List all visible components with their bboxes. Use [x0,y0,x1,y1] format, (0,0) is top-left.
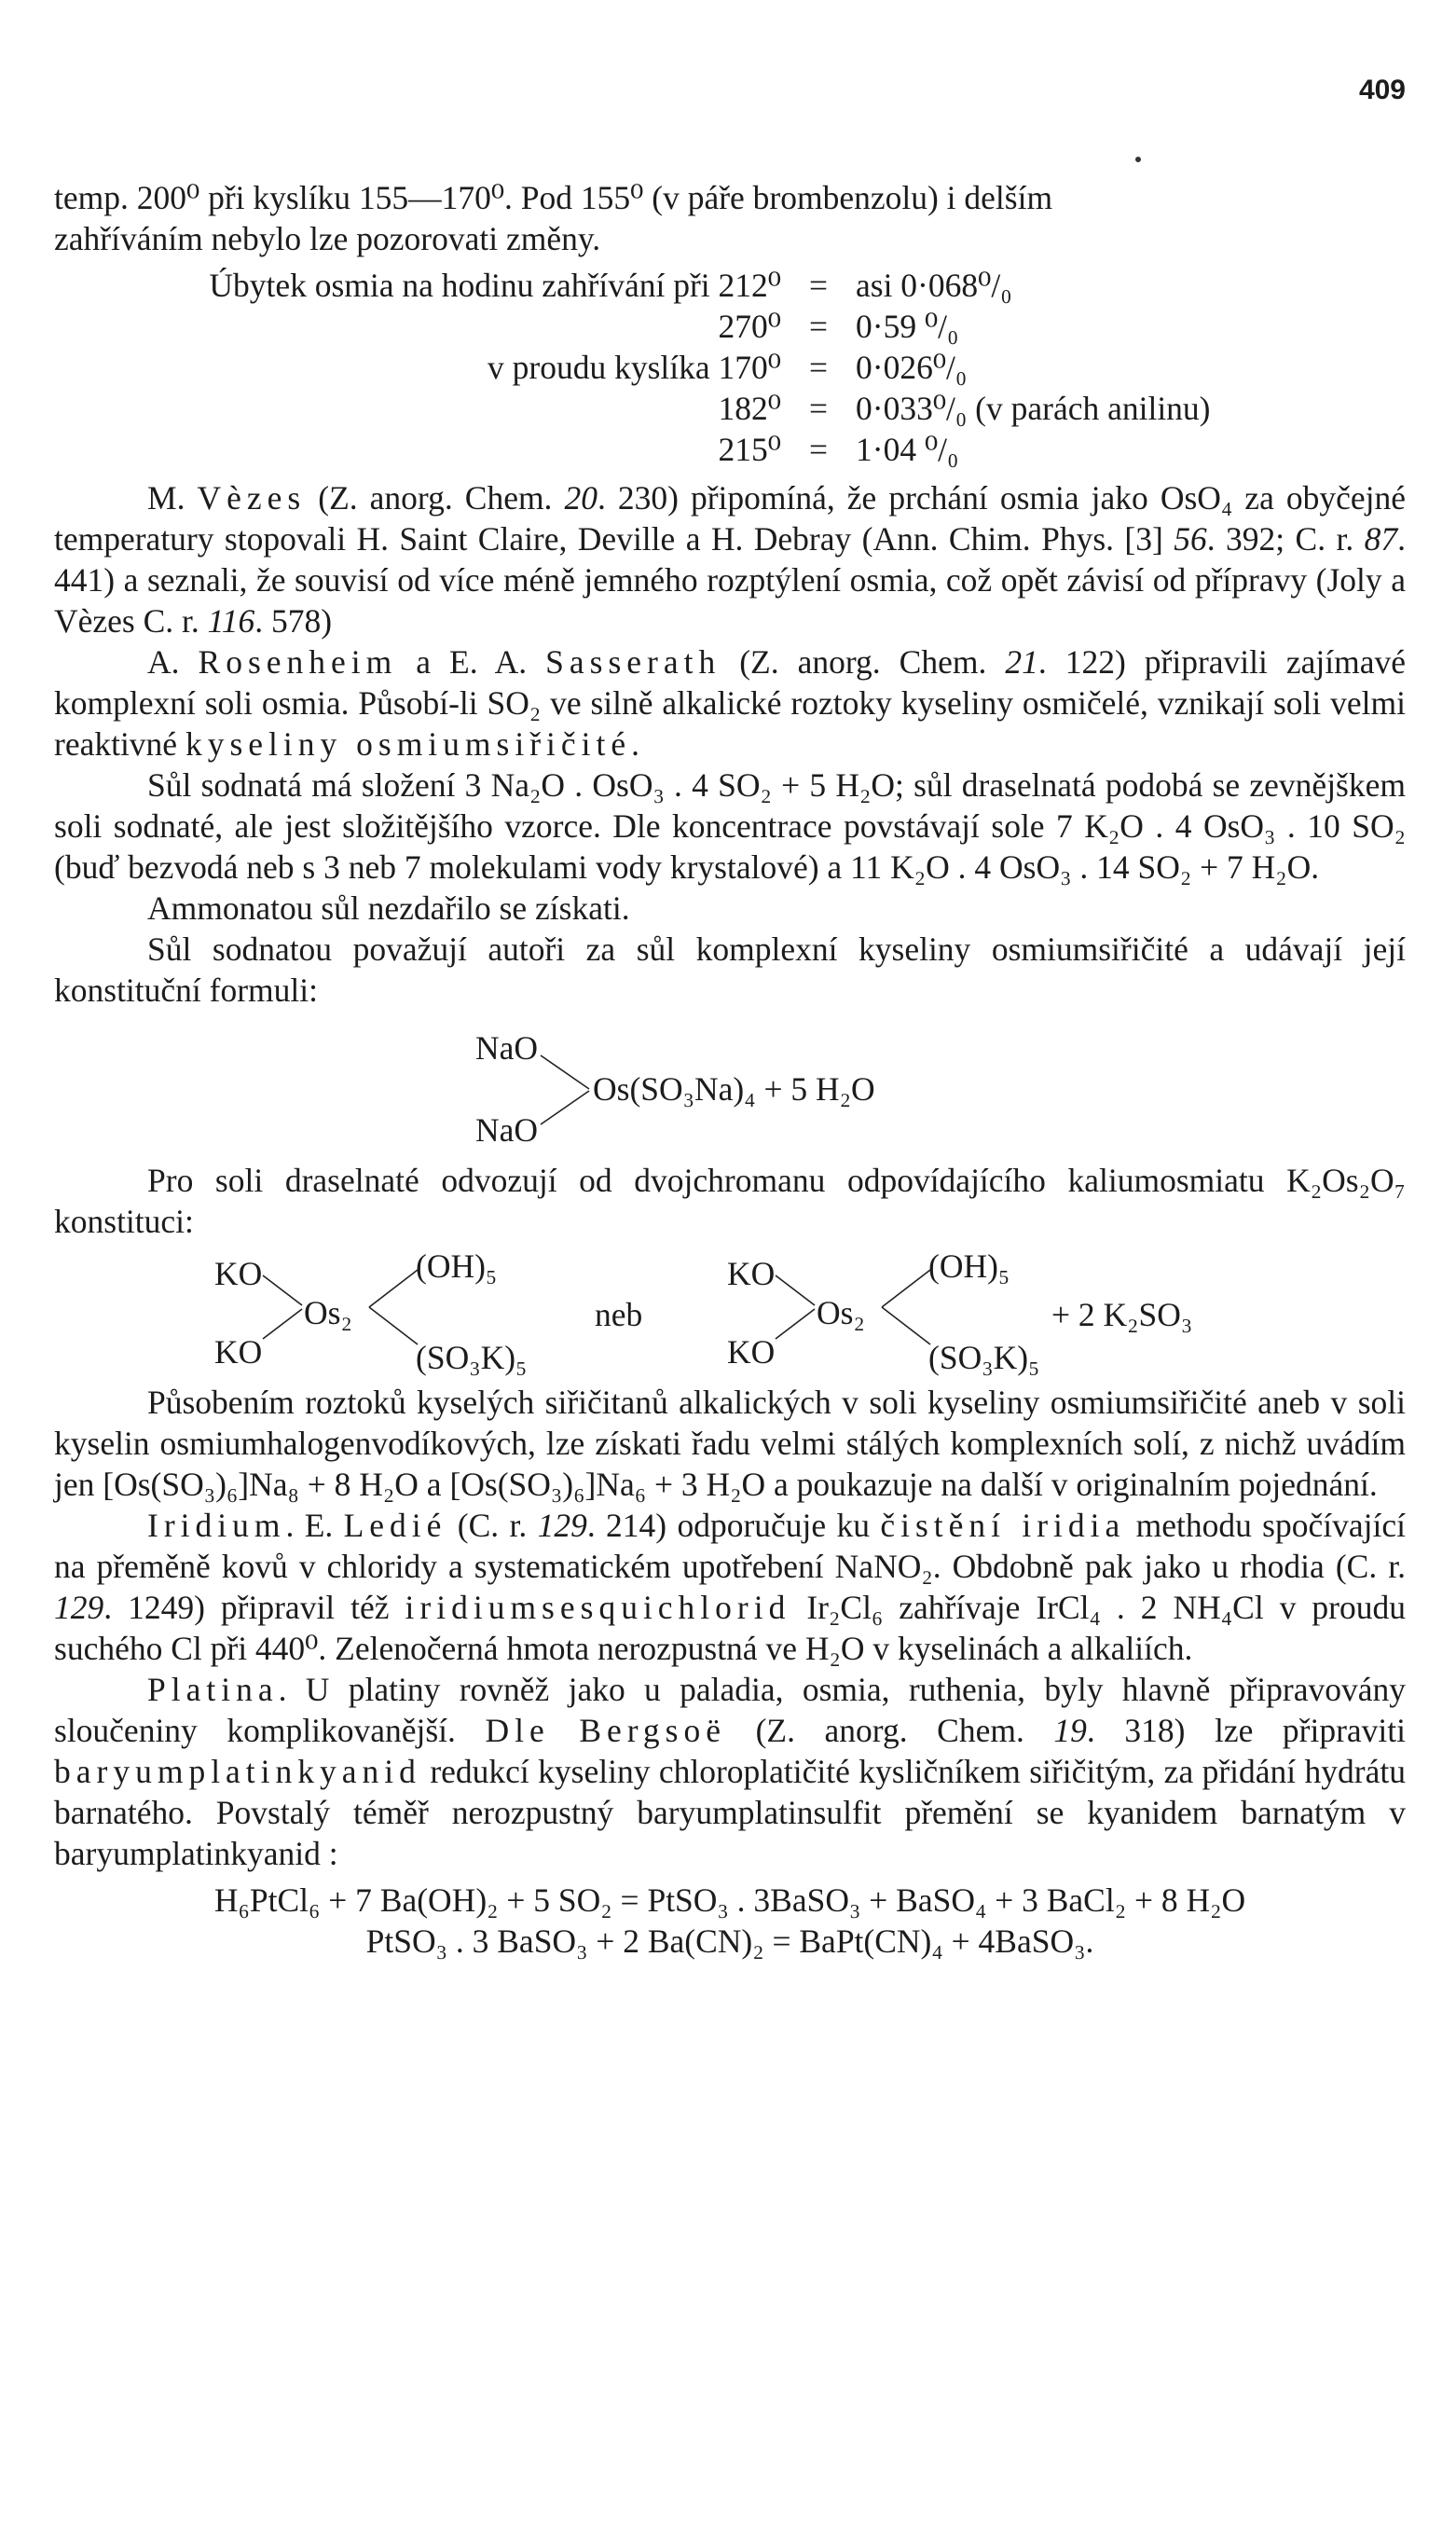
text-run [550,1712,580,1749]
text-run: . [631,725,640,763]
loss-value: asi 0·068⁰/₀ [856,267,1012,304]
text-run: a E. A. [397,643,546,681]
text-run: redukcí kyseliny chloroplatičité kysličníkem siřičitým, za přidání hydrátu barnatého. Povstalý téměř nerozpustný baryumplatinsulfit přemění se kyanidem barnatým v baryumplatinkyanid : [54,1753,1406,1872]
author-name: Sasserath [545,643,721,681]
formula-bonds [539,1048,595,1132]
bond-line [776,1275,815,1305]
formula-nao-bottom: NaO [475,1111,539,1149]
text-run: . 578) [254,602,333,640]
section-title-platina: Platina [147,1671,279,1708]
volume-number: 87 [1364,520,1398,558]
equation-2: PtSO₃ . 3 BaSO₃ + 2 Ba(CN)₂ = BaPt(CN)₄ + 4BaSO₃. [365,1923,1094,1960]
emphasized-term: iridiumsesquichlorid [405,1589,791,1626]
bond-line [369,1307,418,1344]
volume-number: 129 [54,1589,104,1626]
formula-so3k-2: (SO₃K)₅ [928,1339,1040,1376]
text-run: (Z. anorg. Chem. [726,1712,1054,1749]
text-run: . 392; C. r. [1206,520,1365,558]
author-name: Bergsoë [579,1712,726,1749]
intro-line-1: temp. 200⁰ při kyslíku 155—170⁰. Pod 155⁰ (v páře brombenzolu) i delším [54,179,1053,216]
text-run: . U platiny rovněž jako u paladia, osmia, ruthenia, byly hlavně připravovány sloučeniny komplikovanější. [54,1671,1406,1749]
vezes-paragraph [54,477,1406,641]
formula-bonds-right-1 [365,1264,421,1350]
formula-neb: neb [595,1296,643,1333]
loss-label: Úbytek osmia na hodinu zahřívání při 212⁰ [209,267,781,304]
potassium-paragraph: Pro soli draselnaté odvozují od dvojchromanu odpovídajícího kaliumosmiatu K₂Os₂O₇ konstituci: [54,1162,1406,1240]
text-run: . 1249) připravil též [103,1589,405,1626]
rosenheim-paragraph [54,641,1406,765]
bond-line-bottom [541,1091,589,1124]
loss-sign: = [808,349,829,386]
volume-number: 20 [564,479,598,517]
iridium-paragraph [54,1505,1406,1669]
bond-line [776,1309,815,1339]
salt-paragraph: Sůl sodnatá má složení 3 Na₂O . OsO₃ . 4 SO₂ + 5 H₂O; sůl draselnatá podobá se zevnějškem soli sodnaté, ale jest složitějšího vzorce. Dle koncentrace povstávají sole 7 K₂O . 4 OsO₃ . 10 SO₂ (buď bezvodá neb s 3 neb 7 molekulami vody krystalové) a 11 K₂O . 4 OsO₃ . 14 SO₂ + 7 H₂O. [54,766,1406,886]
bond-line [369,1270,418,1307]
formula-nao-top: NaO [475,1029,539,1067]
intro-line-2: zahříváním nebylo lze pozorovati změny. [54,220,601,257]
page-number: 409 [1358,75,1406,105]
volume-number: 19 [1053,1712,1087,1749]
text-run: Ir₂Cl₆ zahřívaje IrCl₄ . 2 NH₄Cl v proudu suchého Cl při 440⁰. Zelenočerná hmota nerozpustná ve H₂O v kyselinách a alkaliích. [54,1589,1407,1667]
action-paragraph: Působením roztoků kyselých siřičitanů alkalických v soli kyseliny osmiumsiřičité aneb v soli kyselin osmiumhalogenvodíkových, lze získati řadu velmi stálých komplexních solí, z nichž uvádím jen [Os(SO₃)₆]Na₈ + 8 H₂O a [Os(SO₃)₆]Na₆ + 3 H₂O a poukazuje na další v originalním pojednání. [54,1384,1406,1503]
formula-ko-top-1: KO [214,1255,263,1292]
loss-sign: = [808,267,829,304]
table-row [54,347,1211,388]
loss-value: 1·04 ⁰/₀ [856,431,959,468]
author-name: Rosenheim [198,643,398,681]
author-name: Vèzes [197,479,307,517]
text-run: M. [147,479,198,517]
bond-line-top [541,1055,589,1089]
volume-number: 116 [207,602,255,640]
text-run: (Z. anorg. Chem. [721,643,1006,681]
equation-1: H₆PtCl₆ + 7 Ba(OH)₂ + 5 SO₂ = PtSO₃ . 3BaSO₃ + BaSO₄ + 3 BaCl₂ + 8 H₂O [213,1881,1246,1919]
formula-bonds-left-2 [774,1270,820,1344]
platina-paragraph [54,1669,1406,1874]
loss-value: 0·026⁰/₀ [856,349,968,386]
text-run: (Z. anorg. Chem. [306,479,565,517]
formula-os2-1: Os₂ [304,1294,352,1331]
loss-label: 182⁰ [718,390,781,427]
table-row [54,388,1211,429]
formula-ko-top-2: KO [727,1255,776,1292]
emphasized-term: čistění iridia [880,1507,1126,1544]
text-run: . 230) připomíná, že prchání osmia jako OsO₄ za obyčejné temperatury stopovali H. Saint Claire, Deville a H. Debray (Ann. Chim. Phys. [3] [54,479,1406,558]
formula-os2-2: Os₂ [817,1294,865,1331]
text-run: . 441) a seznali, že souvisí od více méně jemného rozptýlení osmia, což opět závisí od přípravy (Joly a Vèzes C. r. [54,520,1406,640]
intro-paragraph [54,177,1406,259]
bond-line [263,1309,302,1339]
formula-bonds-right-2 [878,1264,934,1350]
loss-sign: = [808,431,829,468]
page [54,0,1406,2522]
table-row [54,306,1211,347]
formula-tail: + 2 K₂SO₃ [1051,1296,1193,1333]
loss-label: 215⁰ [718,431,781,468]
formula-ko-bottom-1: KO [214,1333,263,1371]
loss-label: 270⁰ [718,308,781,345]
loss-value: 0·033⁰/₀ (v parách anilinu) [856,390,1211,427]
bond-line [882,1307,930,1344]
bond-line [882,1270,930,1307]
section-title-iridium: Iridium [147,1507,286,1544]
sodium-salt-formula [54,1011,1406,1160]
volume-number: 21 [1005,643,1038,681]
text-run: A. [147,643,199,681]
text-run: . E. [285,1507,344,1544]
volume-number: 56 [1174,520,1207,558]
text-run: . 214) odporučuje ku [586,1507,881,1544]
loss-label: v proudu kyslíka 170⁰ [488,349,781,386]
volume-number: 129 [537,1507,587,1544]
formula-ko-bottom-2: KO [727,1333,776,1371]
bond-line [263,1275,302,1305]
loss-sign: = [808,390,829,427]
constitution-paragraph: Sůl sodnatou považují autoři za sůl komplexní kyseliny osmiumsiřičité a udávají její konstituční formuli: [54,930,1406,1009]
potassium-salt-formula [54,1242,1406,1382]
loss-sign: = [808,308,829,345]
emphasized-term: kyseliny osmiumsiřičité [185,725,632,763]
text-run: methodu spočívající na přeměně kovů v chloridy a systematickém upotřebení NaNO₂. Obdobně pak jako u rhodia (C. r. [54,1507,1406,1585]
formula-so3k-1: (SO₃K)₅ [416,1339,528,1376]
emphasized-word: Dle [485,1712,550,1749]
ammonium-paragraph: Ammonatou sůl nezdařilo se získati. [147,889,630,927]
formula-core: Os(SO₃Na)₄ + 5 H₂O [593,1070,875,1108]
emphasized-term: baryumplatinkyanid [54,1753,421,1790]
table-row [54,429,1211,470]
text-run: (C. r. [446,1507,538,1544]
author-name: Ledié [343,1507,447,1544]
formula-oh-1: (OH)₅ [416,1247,498,1285]
table-row [54,265,1211,306]
formula-oh-2: (OH)₅ [928,1247,1010,1285]
page-body [54,177,1406,1962]
loss-value: 0·59 ⁰/₀ [856,308,959,345]
formula-bonds-left-1 [261,1270,308,1344]
text-run: . 318) lze připraviti [1086,1712,1407,1749]
text-run: . 122) připravili zajímavé komplexní soli osmia. Působí-li SO₂ ve silně alkalické roztoky kyseliny osmičelé, vznikají soli velmi reaktivné [54,643,1407,763]
ink-dot [1135,157,1141,162]
osmium-loss-table [54,265,1211,470]
